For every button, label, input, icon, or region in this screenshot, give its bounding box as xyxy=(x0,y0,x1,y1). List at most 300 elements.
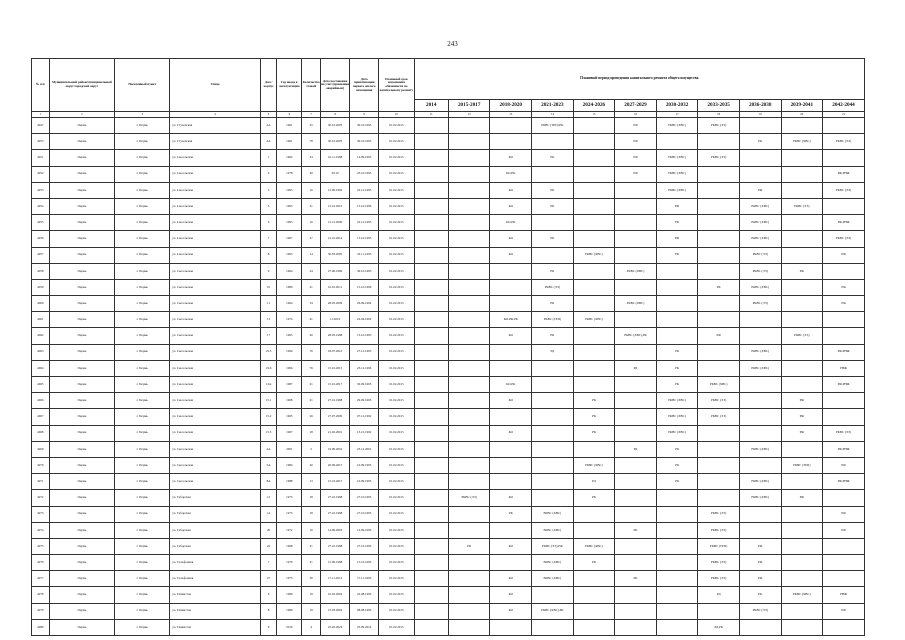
cell-period-work xyxy=(615,377,657,393)
cell-year: 1973 xyxy=(277,571,302,587)
cell-period-work xyxy=(448,619,490,635)
cell-date-first-priv: 13.10.1995 xyxy=(350,231,379,247)
cell-date-first-priv: 22.08.1993 xyxy=(350,587,379,603)
cell-period-work: РФ xyxy=(823,279,865,295)
cell-period-work: РК xyxy=(656,247,698,263)
cell-settlement: г. Пермь xyxy=(115,231,170,247)
cell-period-work: РКВС (ЭЭ),РФ xyxy=(532,538,574,554)
cell-period-work: РД xyxy=(532,344,574,360)
cell-period-work: РКВС (ХВС) xyxy=(532,571,574,587)
cell-municipality: Пермь xyxy=(49,182,115,198)
cell-period-work xyxy=(490,555,532,571)
header-col-number: 19 xyxy=(739,112,781,118)
cell-period-work: РД xyxy=(698,587,740,603)
cell-period-work xyxy=(698,344,740,360)
cell-period-work xyxy=(573,231,615,247)
cell-floors: 13 xyxy=(302,474,321,490)
cell-year: 1965 xyxy=(277,409,302,425)
cell-period-work xyxy=(615,312,657,328)
cell-period-work xyxy=(823,118,865,134)
cell-year: 1972 xyxy=(277,522,302,538)
cell-period-work: РКВС (ХВС) xyxy=(739,198,781,214)
cell-period-work: РД xyxy=(615,360,657,376)
cell-period-work: РК xyxy=(698,279,740,295)
cell-num: 4060 xyxy=(32,296,50,312)
cell-num: 4063 xyxy=(32,344,50,360)
cell-date-emergency: 27.07.2000 xyxy=(321,409,350,425)
cell-period-work xyxy=(739,457,781,473)
cell-street: ул. Сысольская xyxy=(170,409,260,425)
cell-year: 1989 xyxy=(277,279,302,295)
page-number: 243 xyxy=(447,40,458,48)
cell-date-plan: 01.02.2015 xyxy=(379,215,414,231)
cell-year: 1968 xyxy=(277,393,302,409)
cell-period-work xyxy=(414,571,448,587)
header-col-number: 16 xyxy=(615,112,657,118)
cell-house: 3 xyxy=(260,182,277,198)
cell-date-first-priv: 13.10.1992 xyxy=(350,425,379,441)
cell-settlement: г. Пермь xyxy=(115,215,170,231)
cell-street: ул. Сысольская xyxy=(170,457,260,473)
cell-period-work: РКВС (ХВС) xyxy=(781,587,823,603)
cell-period-work xyxy=(698,215,740,231)
cell-date-emergency: 10.03.2002 xyxy=(321,587,350,603)
cell-period-work xyxy=(414,506,448,522)
cell-num: 4062 xyxy=(32,328,50,344)
cell-period-work: КО xyxy=(490,198,532,214)
cell-street: ул. Сысольская xyxy=(170,377,260,393)
header-period-4: 2024-2026 xyxy=(573,100,615,112)
cell-period-work: РК xyxy=(615,571,657,587)
cell-period-work xyxy=(781,312,823,328)
cell-period-work xyxy=(656,490,698,506)
cell-period-work xyxy=(448,377,490,393)
cell-period-work xyxy=(656,279,698,295)
cell-period-work: РК xyxy=(573,409,615,425)
cell-period-work: РКВС (ХВС) xyxy=(615,263,657,279)
cell-period-work: РКВС (ТЕП),РК xyxy=(532,118,574,134)
cell-period-work xyxy=(615,490,657,506)
cell-period-work: РК xyxy=(656,441,698,457)
cell-period-work: РК xyxy=(573,555,615,571)
cell-num: 4075 xyxy=(32,538,50,554)
header-col-number: 5 xyxy=(260,112,277,118)
cell-num: 4077 xyxy=(32,571,50,587)
cell-municipality: Пермь xyxy=(49,166,115,182)
cell-period-work xyxy=(414,182,448,198)
cell-period-work: РК xyxy=(532,231,574,247)
cell-period-work xyxy=(448,571,490,587)
cell-period-work: РК xyxy=(739,134,781,150)
cell-street: ул. Сысольская xyxy=(170,150,260,166)
header-col-number: 17 xyxy=(656,112,698,118)
cell-period-work xyxy=(532,377,574,393)
cell-period-work: РФ xyxy=(823,506,865,522)
cell-settlement: г. Пермь xyxy=(115,279,170,295)
cell-period-work: РК xyxy=(656,360,698,376)
cell-period-work xyxy=(532,587,574,603)
cell-period-work xyxy=(414,360,448,376)
cell-date-plan: 01.02.2015 xyxy=(379,506,414,522)
cell-settlement: г. Пермь xyxy=(115,457,170,473)
cell-period-work: РК xyxy=(739,587,781,603)
cell-num: 4047 xyxy=(32,118,50,134)
header-col-number: 10 xyxy=(379,112,414,118)
cell-date-first-priv: 15.10.1996 xyxy=(350,198,379,214)
cell-date-plan: 01.02.2015 xyxy=(379,441,414,457)
header-period-7: 2033-2035 xyxy=(698,100,740,112)
cell-municipality: Пермь xyxy=(49,393,115,409)
cell-date-emergency: 28.05.1998 xyxy=(321,328,350,344)
cell-num: 4061 xyxy=(32,312,50,328)
cell-year: 1995 xyxy=(277,215,302,231)
cell-house: 15.2 xyxy=(260,409,277,425)
cell-house: 8А xyxy=(260,474,277,490)
cell-period-work: РКВС (ЭЭ) xyxy=(698,555,740,571)
cell-year: 1980 xyxy=(277,587,302,603)
cell-date-plan: 01.02.2015 xyxy=(379,247,414,263)
cell-period-work xyxy=(573,344,615,360)
cell-period-work: РКВС (ХВС) xyxy=(739,279,781,295)
cell-period-work xyxy=(448,522,490,538)
cell-num: 4076 xyxy=(32,555,50,571)
cell-settlement: г. Пермь xyxy=(115,134,170,150)
cell-date-first-priv: 22.11.1995 xyxy=(350,247,379,263)
cell-period-work xyxy=(532,360,574,376)
cell-period-work xyxy=(698,166,740,182)
cell-period-work xyxy=(490,134,532,150)
cell-date-first-priv: 30.10.1995 xyxy=(350,263,379,279)
cell-floors: 24 xyxy=(302,263,321,279)
cell-period-work xyxy=(615,198,657,214)
cell-period-work xyxy=(739,409,781,425)
cell-period-work xyxy=(739,619,781,635)
cell-period-work xyxy=(573,571,615,587)
cell-municipality: Пермь xyxy=(49,587,115,603)
cell-year: 1988 xyxy=(277,474,302,490)
cell-period-work: РФ xyxy=(823,522,865,538)
cell-period-work xyxy=(698,425,740,441)
cell-street: ул. Таборская xyxy=(170,538,260,554)
cell-period-work xyxy=(615,619,657,635)
header-date-first-priv: Дата приватизации первого жилого помещения xyxy=(350,59,379,112)
cell-period-work xyxy=(698,263,740,279)
cell-period-work xyxy=(615,555,657,571)
cell-municipality: Пермь xyxy=(49,328,115,344)
cell-period-work xyxy=(698,312,740,328)
cell-period-work xyxy=(656,603,698,619)
table-row xyxy=(32,555,865,571)
cell-settlement: г. Пермь xyxy=(115,587,170,603)
cell-period-work: КО,РК xyxy=(490,215,532,231)
cell-period-work xyxy=(781,538,823,554)
cell-period-work xyxy=(448,441,490,457)
cell-period-work: РФ xyxy=(823,247,865,263)
cell-period-work xyxy=(490,360,532,376)
cell-period-work xyxy=(823,393,865,409)
cell-period-work: РКВС (ХВС) xyxy=(615,296,657,312)
cell-date-plan: 01.02.2015 xyxy=(379,587,414,603)
cell-period-work: РФ xyxy=(656,231,698,247)
table-row xyxy=(32,360,865,376)
header-col-number: 13 xyxy=(490,112,532,118)
cell-period-work xyxy=(573,118,615,134)
cell-house: 13 xyxy=(260,312,277,328)
cell-period-work xyxy=(573,198,615,214)
header-col-number: 21 xyxy=(823,112,865,118)
cell-period-work: РКВС (ХВС) xyxy=(739,441,781,457)
cell-period-work: РК xyxy=(532,328,574,344)
cell-year: 1964 xyxy=(277,296,302,312)
cell-period-work xyxy=(490,279,532,295)
cell-period-work xyxy=(490,118,532,134)
cell-num: 4066 xyxy=(32,393,50,409)
cell-period-work: КО xyxy=(490,538,532,554)
header-date-plan: Плановый срок исполнения обязанности по капитальному ремонту xyxy=(379,59,414,112)
cell-period-work xyxy=(781,474,823,490)
cell-municipality: Пермь xyxy=(49,118,115,134)
cell-period-work xyxy=(656,312,698,328)
cell-period-work xyxy=(823,198,865,214)
table-row xyxy=(32,506,865,522)
cell-date-emergency: 16.11.1998 xyxy=(321,150,350,166)
cell-municipality: Пермь xyxy=(49,506,115,522)
cell-settlement: г. Пермь xyxy=(115,182,170,198)
cell-period-work xyxy=(698,474,740,490)
cell-settlement: г. Пермь xyxy=(115,377,170,393)
cell-period-work xyxy=(615,215,657,231)
table-row xyxy=(32,409,865,425)
cell-municipality: Пермь xyxy=(49,441,115,457)
cell-date-emergency: 15.09.1998 xyxy=(321,555,350,571)
cell-period-work xyxy=(739,150,781,166)
cell-period-work: РКВС (ТЕП) xyxy=(698,538,740,554)
cell-period-work xyxy=(490,522,532,538)
cell-street: ул. Телефонная xyxy=(170,571,260,587)
table-row xyxy=(32,231,865,247)
cell-year: 1965 xyxy=(277,182,302,198)
cell-house: 5 xyxy=(260,198,277,214)
cell-house: 5А xyxy=(260,457,277,473)
cell-street: ул. Сысольская xyxy=(170,425,260,441)
cell-period-work xyxy=(414,603,448,619)
cell-street: ул. Сысольская xyxy=(170,215,260,231)
cell-settlement: г. Пермь xyxy=(115,522,170,538)
cell-period-work xyxy=(615,457,657,473)
header-period-0: 2014 xyxy=(414,100,448,112)
cell-municipality: Пермь xyxy=(49,603,115,619)
cell-settlement: г. Пермь xyxy=(115,198,170,214)
table-row xyxy=(32,619,865,635)
cell-settlement: г. Пермь xyxy=(115,409,170,425)
cell-date-emergency: 27.06.1999 xyxy=(321,263,350,279)
cell-period-work xyxy=(414,522,448,538)
cell-period-work: РКВС (ХВС) xyxy=(656,166,698,182)
cell-period-work: РКВС (ЭЭ) xyxy=(823,134,865,150)
cell-period-work xyxy=(448,263,490,279)
cell-period-work: РКВС (ХВС) xyxy=(656,118,698,134)
cell-period-work: РКВС (ХВС),РК xyxy=(615,328,657,344)
cell-period-work xyxy=(573,619,615,635)
cell-period-work: КО,РФ,РК xyxy=(490,312,532,328)
cell-period-work xyxy=(739,312,781,328)
cell-floors: 34 xyxy=(302,150,321,166)
header-col-number: 3 xyxy=(115,112,170,118)
cell-period-work: РК xyxy=(532,182,574,198)
header-col-number: 2 xyxy=(49,112,115,118)
cell-date-emergency: 27.10.1998 xyxy=(321,538,350,554)
cell-period-work: РКВС (ЭЭ) xyxy=(448,490,490,506)
cell-period-work xyxy=(414,441,448,457)
cell-date-plan: 01.02.2015 xyxy=(379,522,414,538)
cell-house: 4А xyxy=(260,118,277,134)
cell-period-work xyxy=(448,474,490,490)
cell-date-first-priv: 23.12.1996 xyxy=(350,360,379,376)
cell-period-work: РКВС (ЭЭ) xyxy=(823,425,865,441)
cell-street: ул. Сысольская xyxy=(170,328,260,344)
cell-period-work: РФ xyxy=(823,296,865,312)
cell-year: 1963 xyxy=(277,198,302,214)
cell-house: 19.5 xyxy=(260,344,277,360)
cell-period-work: РКВС (ХВС) xyxy=(573,312,615,328)
cell-num: 4070 xyxy=(32,457,50,473)
table-row xyxy=(32,312,865,328)
cell-num: 4055 xyxy=(32,215,50,231)
cell-period-work xyxy=(490,296,532,312)
cell-period-work xyxy=(448,555,490,571)
cell-house: 20 xyxy=(260,522,277,538)
cell-period-work xyxy=(698,441,740,457)
cell-period-work: РФ xyxy=(656,198,698,214)
cell-date-emergency: 19.09.2001 xyxy=(321,441,350,457)
cell-period-work xyxy=(573,522,615,538)
cell-period-work xyxy=(448,134,490,150)
cell-settlement: г. Пермь xyxy=(115,118,170,134)
cell-floors: 14 xyxy=(302,247,321,263)
cell-floors: 49 xyxy=(302,166,321,182)
cell-period-work: РКВС (ХВС) xyxy=(739,231,781,247)
table-row xyxy=(32,166,865,182)
cell-period-work xyxy=(698,360,740,376)
cell-period-work: РКВС (ХВС) xyxy=(532,555,574,571)
cell-municipality: Пермь xyxy=(49,231,115,247)
cell-settlement: г. Пермь xyxy=(115,571,170,587)
cell-municipality: Пермь xyxy=(49,360,115,376)
cell-date-plan: 01.02.2015 xyxy=(379,393,414,409)
cell-period-work: РКВС (ЭЭ) xyxy=(823,231,865,247)
cell-period-work xyxy=(532,215,574,231)
cell-period-work: РФ xyxy=(781,490,823,506)
cell-period-work xyxy=(781,603,823,619)
cell-period-work: РФ,РНЖ xyxy=(823,377,865,393)
cell-year: 1990 xyxy=(277,344,302,360)
cell-period-work xyxy=(490,263,532,279)
cell-date-first-priv: 13.10.1993 xyxy=(350,328,379,344)
cell-period-work xyxy=(781,296,823,312)
cell-date-first-priv: 30.09.1995 xyxy=(350,377,379,393)
cell-floors: 5 xyxy=(302,441,321,457)
header-col-number: 18 xyxy=(698,112,740,118)
cell-period-work: РКВС (ХВС),РК xyxy=(532,603,574,619)
cell-date-first-priv: 25.09.2014 xyxy=(350,619,379,635)
cell-period-work xyxy=(739,393,781,409)
cell-date-emergency: 21.02.2001 xyxy=(321,425,350,441)
cell-period-work: РФ xyxy=(781,263,823,279)
cell-num: 4051 xyxy=(32,150,50,166)
cell-street: ул. Сысольская xyxy=(170,198,260,214)
cell-floors: 16 xyxy=(302,215,321,231)
cell-period-work xyxy=(781,279,823,295)
cell-year: 1964 xyxy=(277,263,302,279)
cell-period-work: РКВС (ХВС) xyxy=(573,457,615,473)
cell-period-work xyxy=(656,522,698,538)
header-municipality: Муниципальный район/муниципальный округ/городской округ xyxy=(49,59,115,112)
cell-date-emergency: 30.10.2005 xyxy=(321,118,350,134)
table-row xyxy=(32,490,865,506)
cell-period-work xyxy=(414,166,448,182)
table-row xyxy=(32,425,865,441)
cell-municipality: Пермь xyxy=(49,474,115,490)
cell-period-work: РК xyxy=(490,506,532,522)
cell-municipality: Пермь xyxy=(49,538,115,554)
cell-house: 22 xyxy=(260,538,277,554)
cell-num: 4079 xyxy=(32,603,50,619)
header-house: Дом / корпус xyxy=(260,59,277,112)
cell-period-work xyxy=(448,182,490,198)
cell-num: 4065 xyxy=(32,377,50,393)
header-floors: Количество этажей xyxy=(302,59,321,112)
cell-settlement: г. Пермь xyxy=(115,344,170,360)
cell-num: 4074 xyxy=(32,522,50,538)
cell-period-work: РФ xyxy=(739,538,781,554)
cell-period-work xyxy=(414,344,448,360)
cell-period-work xyxy=(615,344,657,360)
cell-period-work: РК xyxy=(615,522,657,538)
cell-period-work xyxy=(698,247,740,263)
cell-street: ул. Сысольская xyxy=(170,296,260,312)
cell-period-work xyxy=(698,134,740,150)
cell-date-first-priv: 27.10.1993 xyxy=(350,490,379,506)
cell-period-work xyxy=(823,571,865,587)
cell-period-work xyxy=(448,118,490,134)
cell-house: 7 xyxy=(260,231,277,247)
cell-period-work: РКВС (ЭЭ) xyxy=(781,328,823,344)
cell-num: 4057 xyxy=(32,247,50,263)
cell-period-work: РКВС (ЭЭ) xyxy=(781,198,823,214)
cell-period-work xyxy=(573,587,615,603)
cell-floors: 27 xyxy=(302,231,321,247)
cell-period-work xyxy=(448,312,490,328)
cell-period-work xyxy=(781,231,823,247)
cell-period-work xyxy=(781,150,823,166)
cell-year: 1961 xyxy=(277,134,302,150)
cell-floors: 76 xyxy=(302,360,321,376)
cell-period-work xyxy=(781,506,823,522)
cell-num: 4053 xyxy=(32,134,50,150)
cell-street: ул. Танкистов xyxy=(170,603,260,619)
cell-date-emergency: 11.2010 xyxy=(321,312,350,328)
cell-period-work xyxy=(615,182,657,198)
cell-floors: 34 xyxy=(302,296,321,312)
cell-period-work: КО xyxy=(490,182,532,198)
capital-repair-table xyxy=(31,58,865,636)
cell-period-work xyxy=(573,603,615,619)
cell-period-work: РК xyxy=(656,215,698,231)
cell-floors: 25 xyxy=(302,118,321,134)
cell-year: 1987 xyxy=(277,377,302,393)
cell-num: 4064 xyxy=(32,360,50,376)
cell-floors: 41 xyxy=(302,312,321,328)
